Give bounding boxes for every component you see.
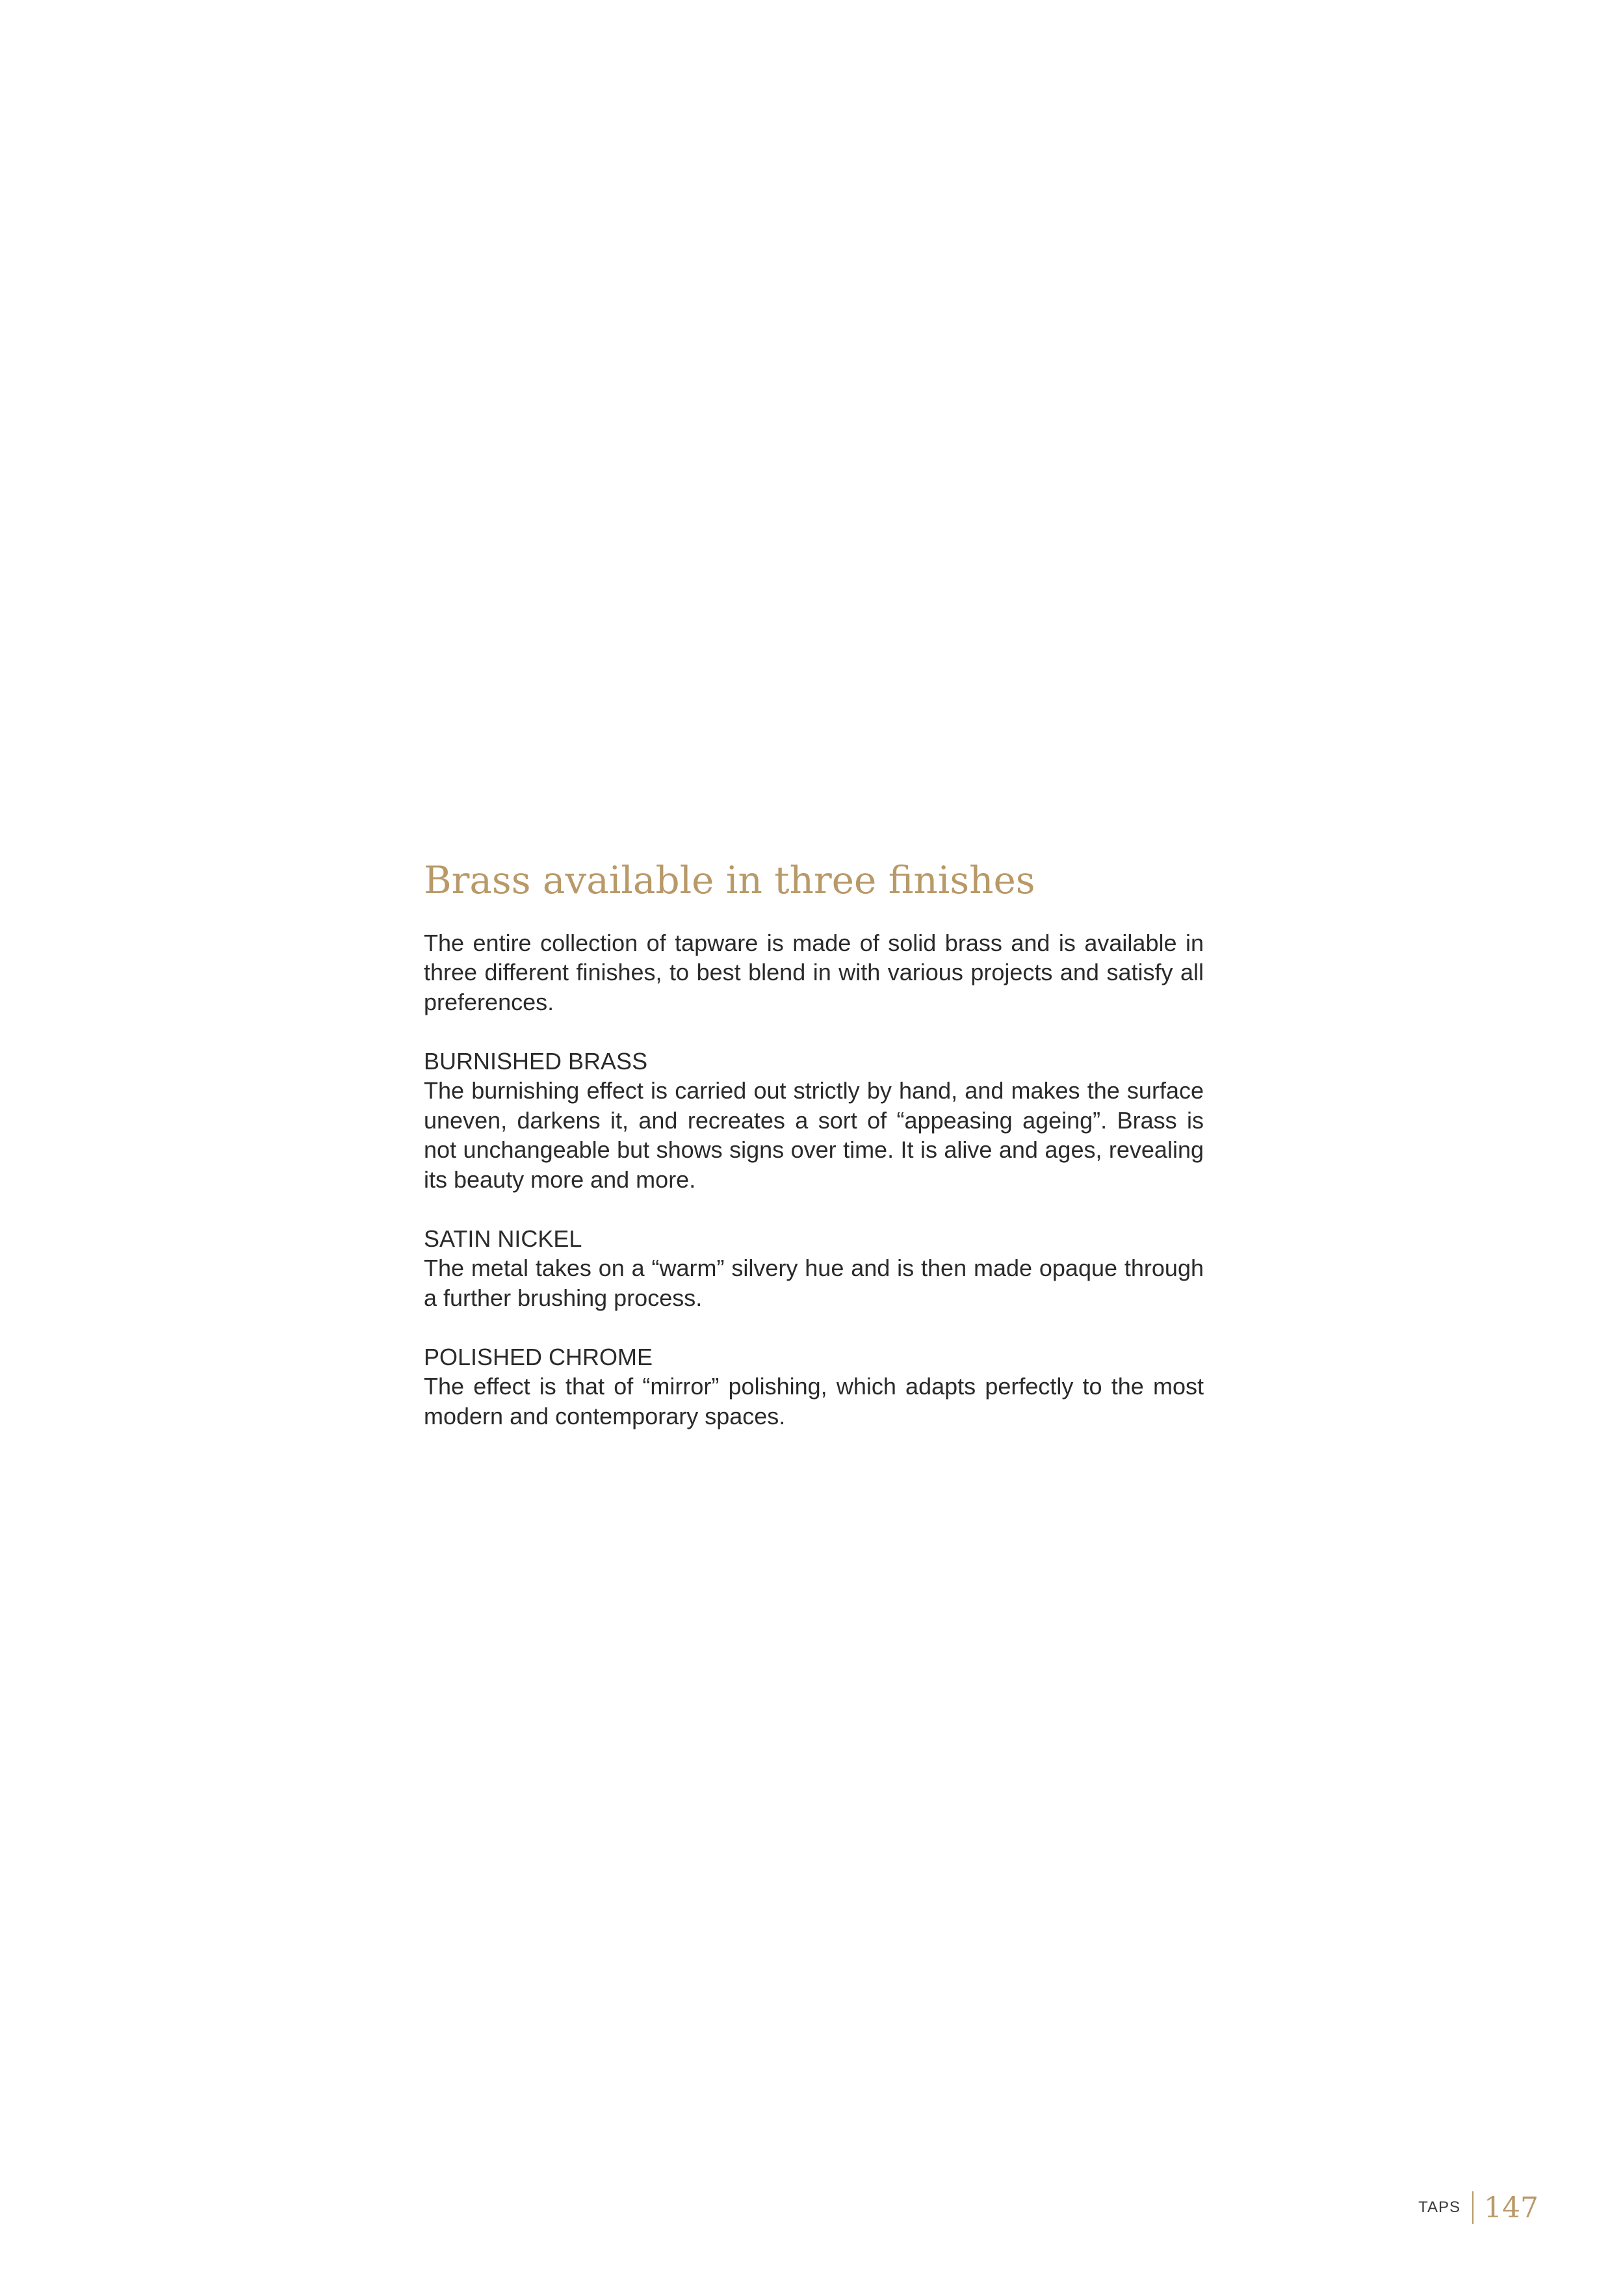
finish-heading: SATIN NICKEL: [424, 1225, 582, 1252]
finish-description: The effect is that of “mirror” polishing, which adapts perfectly to the most modern and contemporary spaces.: [424, 1373, 1204, 1429]
article: [424, 858, 1204, 1431]
finish-description: The burnishing effect is carried out strictly by hand, and makes the surface uneven, darkens it, and recreates a sort of “appeasing ageing”. Brass is not unchangeable but shows signs over time. It is alive and ages, revealing its beauty more and more.: [424, 1077, 1204, 1193]
finish-section-burnished-brass: [424, 1047, 1204, 1195]
article-title: Brass available in three finishes: [424, 858, 1035, 902]
finish-section-polished-chrome: [424, 1342, 1204, 1431]
finish-heading: POLISHED CHROME: [424, 1343, 653, 1370]
intro-paragraph: The entire collection of tapware is made of solid brass and is available in three different finishes, to best blend in with various projects and satisfy all preferences.: [424, 929, 1204, 1015]
finish-description: The metal takes on a “warm” silvery hue and is then made opaque through a further brushing process.: [424, 1255, 1204, 1311]
finish-section-satin-nickel: [424, 1224, 1204, 1313]
page-number: 147: [1484, 2191, 1539, 2224]
finish-heading: BURNISHED BRASS: [424, 1047, 648, 1075]
footer-divider: [1472, 2191, 1474, 2224]
page-footer: [1418, 2188, 1539, 2227]
footer-section-label: TAPS: [1418, 2198, 1461, 2216]
